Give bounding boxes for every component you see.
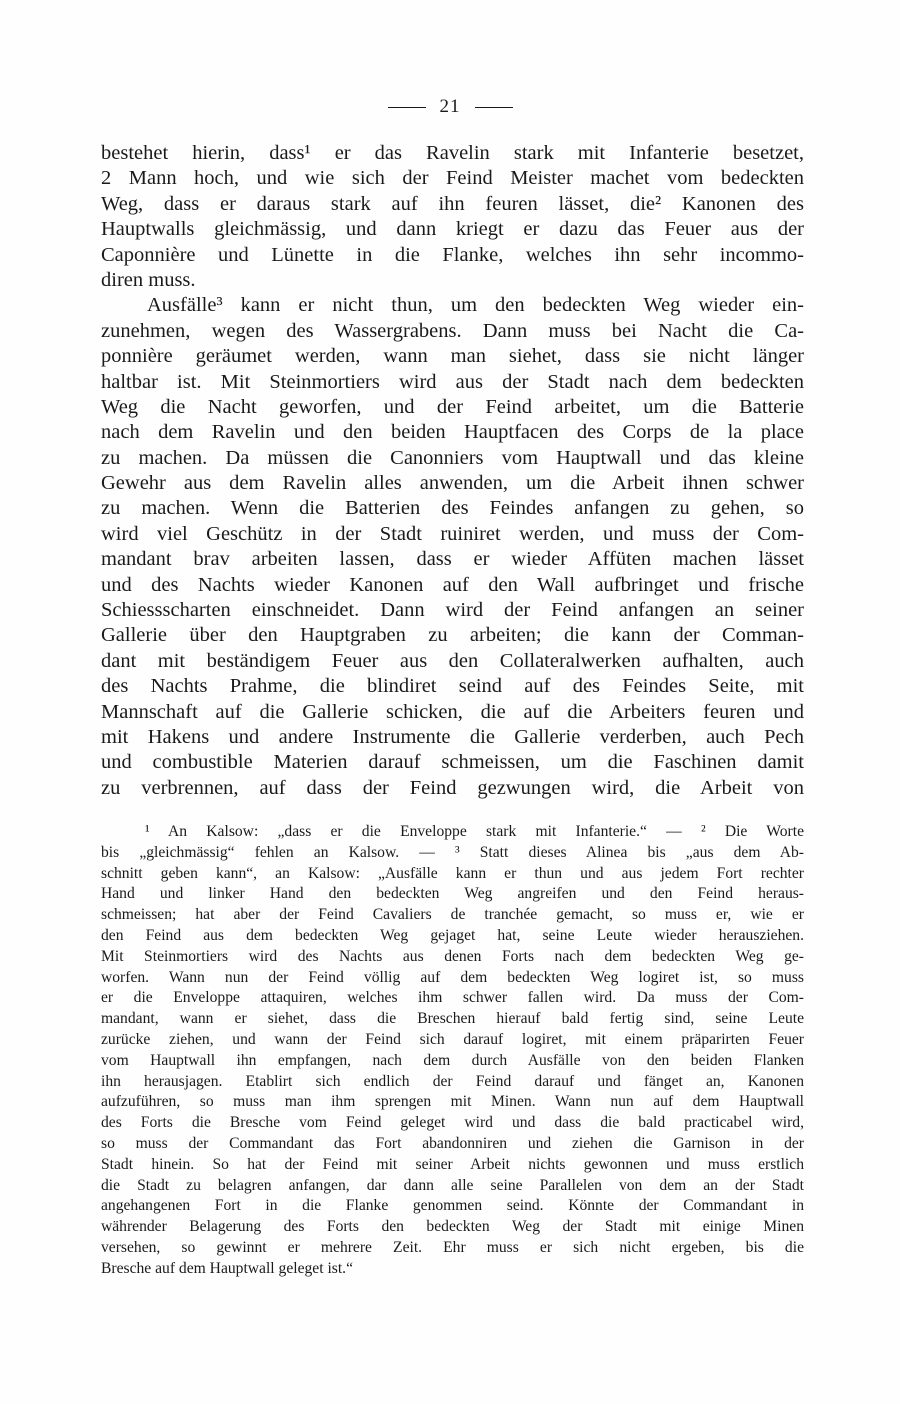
body-line: zu machen. Wenn die Batterien des Feindes anfangen zu gehen, so	[101, 497, 804, 520]
page-header	[0, 96, 900, 118]
footnote-line: angehangenen Fort in die Flanke genommen seind. Könnte der Commandant in	[101, 1197, 804, 1215]
body-line: Mannschaft auf die Gallerie schicken, die auf die Arbeiters feuren und	[101, 700, 804, 723]
footnote-line: bis „gleichmässig“ fehlen an Kalsow. — ³ Statt dieses Alinea bis „aus dem Ab-	[101, 843, 804, 861]
footnote-line: Bresche auf dem Hauptwall geleget ist.“	[101, 1259, 354, 1277]
page-number: 21	[439, 96, 461, 117]
footnote-line: den Feind aus dem bedeckten Weg gejaget hat, seine Leute wieder herausziehen.	[101, 926, 804, 944]
body-line: mit Hakens und andere Instrumente die Gallerie verderben, auch Pech	[101, 725, 804, 748]
body-line: mandant brav arbeiten lassen, dass er wieder Affüten machen lässet	[101, 548, 804, 571]
body-line: diren muss.	[101, 268, 196, 291]
footnote-line: so muss der Commandant das Fort abandonniren und ziehen die Garnison in der	[101, 1134, 804, 1152]
body-line: und des Nachts wieder Kanonen auf den Wall aufbringet und frische	[101, 573, 804, 596]
footnote-line: Stadt hinein. So hat der Feind mit seiner Arbeit nichts gewonnen und muss erstlich	[101, 1155, 804, 1173]
footnote-line: währender Belagerung des Forts den bedeckten Weg der Stadt mit einige Minen	[101, 1218, 804, 1236]
footnote-line: worfen. Wann nun der Feind völlig auf dem bedeckten Weg logiret ist, so muss	[101, 968, 804, 986]
footnote-line: des Forts die Bresche vom Feind geleget wird und dass die bald practicabel wird,	[101, 1114, 804, 1132]
body-line: zunehmen, wegen des Wassergrabens. Dann muss bei Nacht die Ca-	[101, 319, 804, 342]
paragraph-start-line: Ausfälle³ kann er nicht thun, um den bedeckten Weg wieder ein-	[147, 294, 804, 317]
body-line: zu verbrennen, auf dass der Feind gezwungen wird, die Arbeit von	[101, 776, 804, 799]
footnote-line: Mit Steinmortiers wird des Nachts aus denen Forts nach dem bedeckten Weg ge-	[101, 947, 804, 965]
footnote-line: vom Hauptwall ihn empfangen, nach dem durch Ausfälle von den beiden Flanken	[101, 1051, 804, 1069]
body-line: Caponnière und Lünette in die Flanke, welches ihn sehr incommo-	[101, 243, 804, 266]
body-line: und combustible Materien darauf schmeissen, um die Faschinen damit	[101, 751, 804, 774]
body-line: des Nachts Prahme, die blindiret seind auf des Feindes Seite, mit	[101, 675, 804, 698]
body-line: 2 Mann hoch, und wie sich der Feind Meister machet vom bedeckten	[101, 167, 804, 190]
body-line: ponnière geräumet werden, wann man siehet, dass sie nicht länger	[101, 345, 804, 368]
body-line: Hauptwalls gleichmässig, und dann kriegt er dazu das Feuer aus der	[101, 218, 804, 241]
footnote-line: aufzuführen, so muss man ihm sprengen mit Minen. Wann nun auf dem Hauptwall	[101, 1093, 804, 1111]
body-line: zu machen. Da müssen die Canonniers vom Hauptwall und das kleine	[101, 446, 804, 469]
footnotes	[101, 822, 804, 1280]
footnote-line: schmeissen; hat aber der Feind Cavaliers de tranchée gemacht, so muss er, wie er	[101, 906, 804, 924]
footnote-line: er die Enveloppe attaquiren, welches ihm schwer fallen wird. Da muss der Com-	[101, 989, 804, 1007]
footnote-line: die Stadt zu belagren anfangen, dar dann alle seine Parallelen von dem an der Stadt	[101, 1176, 804, 1194]
footnote-line: ¹ An Kalsow: „dass er die Enveloppe stark mit Infanterie.“ — ² Die Worte	[145, 823, 804, 840]
footnote-line: ihn herausjagen. Etablirt sich endlich der Feind darauf und fänget an, Kanonen	[101, 1072, 804, 1090]
body-line: Schiessscharten einschneidet. Dann wird der Feind anfangen an seiner	[101, 599, 804, 622]
footnote-line: mandant, wann er siehet, dass die Breschen hierauf bald fertig sind, seine Leute	[101, 1010, 804, 1028]
footnote-line: schnitt geben kann“, an Kalsow: „Ausfälle kann er thun und aus jedem Fort rechter	[101, 864, 804, 882]
body-line: Gallerie über den Hauptgraben zu arbeiten; die kann der Comman-	[101, 624, 804, 647]
body-line: Gewehr aus dem Ravelin alles anwenden, um die Arbeit ihnen schwer	[101, 472, 804, 495]
body-line: dant mit beständigem Feuer aus den Collateralwerken aufhalten, auch	[101, 649, 804, 672]
body-line: haltbar ist. Mit Steinmortiers wird aus der Stadt nach dem bedeckten	[101, 370, 804, 393]
body-line: Weg, dass er daraus stark auf ihn feuren lässet, die² Kanonen des	[101, 192, 804, 215]
body-line: nach dem Ravelin und den beiden Hauptfacen des Corps de la place	[101, 421, 804, 444]
body-text	[101, 141, 804, 801]
header-rule-right	[475, 107, 513, 108]
header-rule-left	[388, 107, 426, 108]
footnote-line: versehen, so gewinnt er mehrere Zeit. Ehr muss er sich nicht ergeben, bis die	[101, 1238, 804, 1256]
body-line: wird viel Geschütz in der Stadt ruiniret werden, und muss der Com-	[101, 522, 804, 545]
footnote-line: zurücke ziehen, und wann der Feind sich darauf logiret, mit einem präparirten Feuer	[101, 1030, 804, 1048]
body-line: Weg die Nacht geworfen, und der Feind arbeitet, um die Batterie	[101, 395, 804, 418]
footnote-line: Hand und linker Hand den bedeckten Weg angreifen und den Feind heraus-	[101, 885, 804, 903]
body-line: bestehet hierin, dass¹ er das Ravelin stark mit Infanterie besetzet,	[101, 142, 804, 164]
